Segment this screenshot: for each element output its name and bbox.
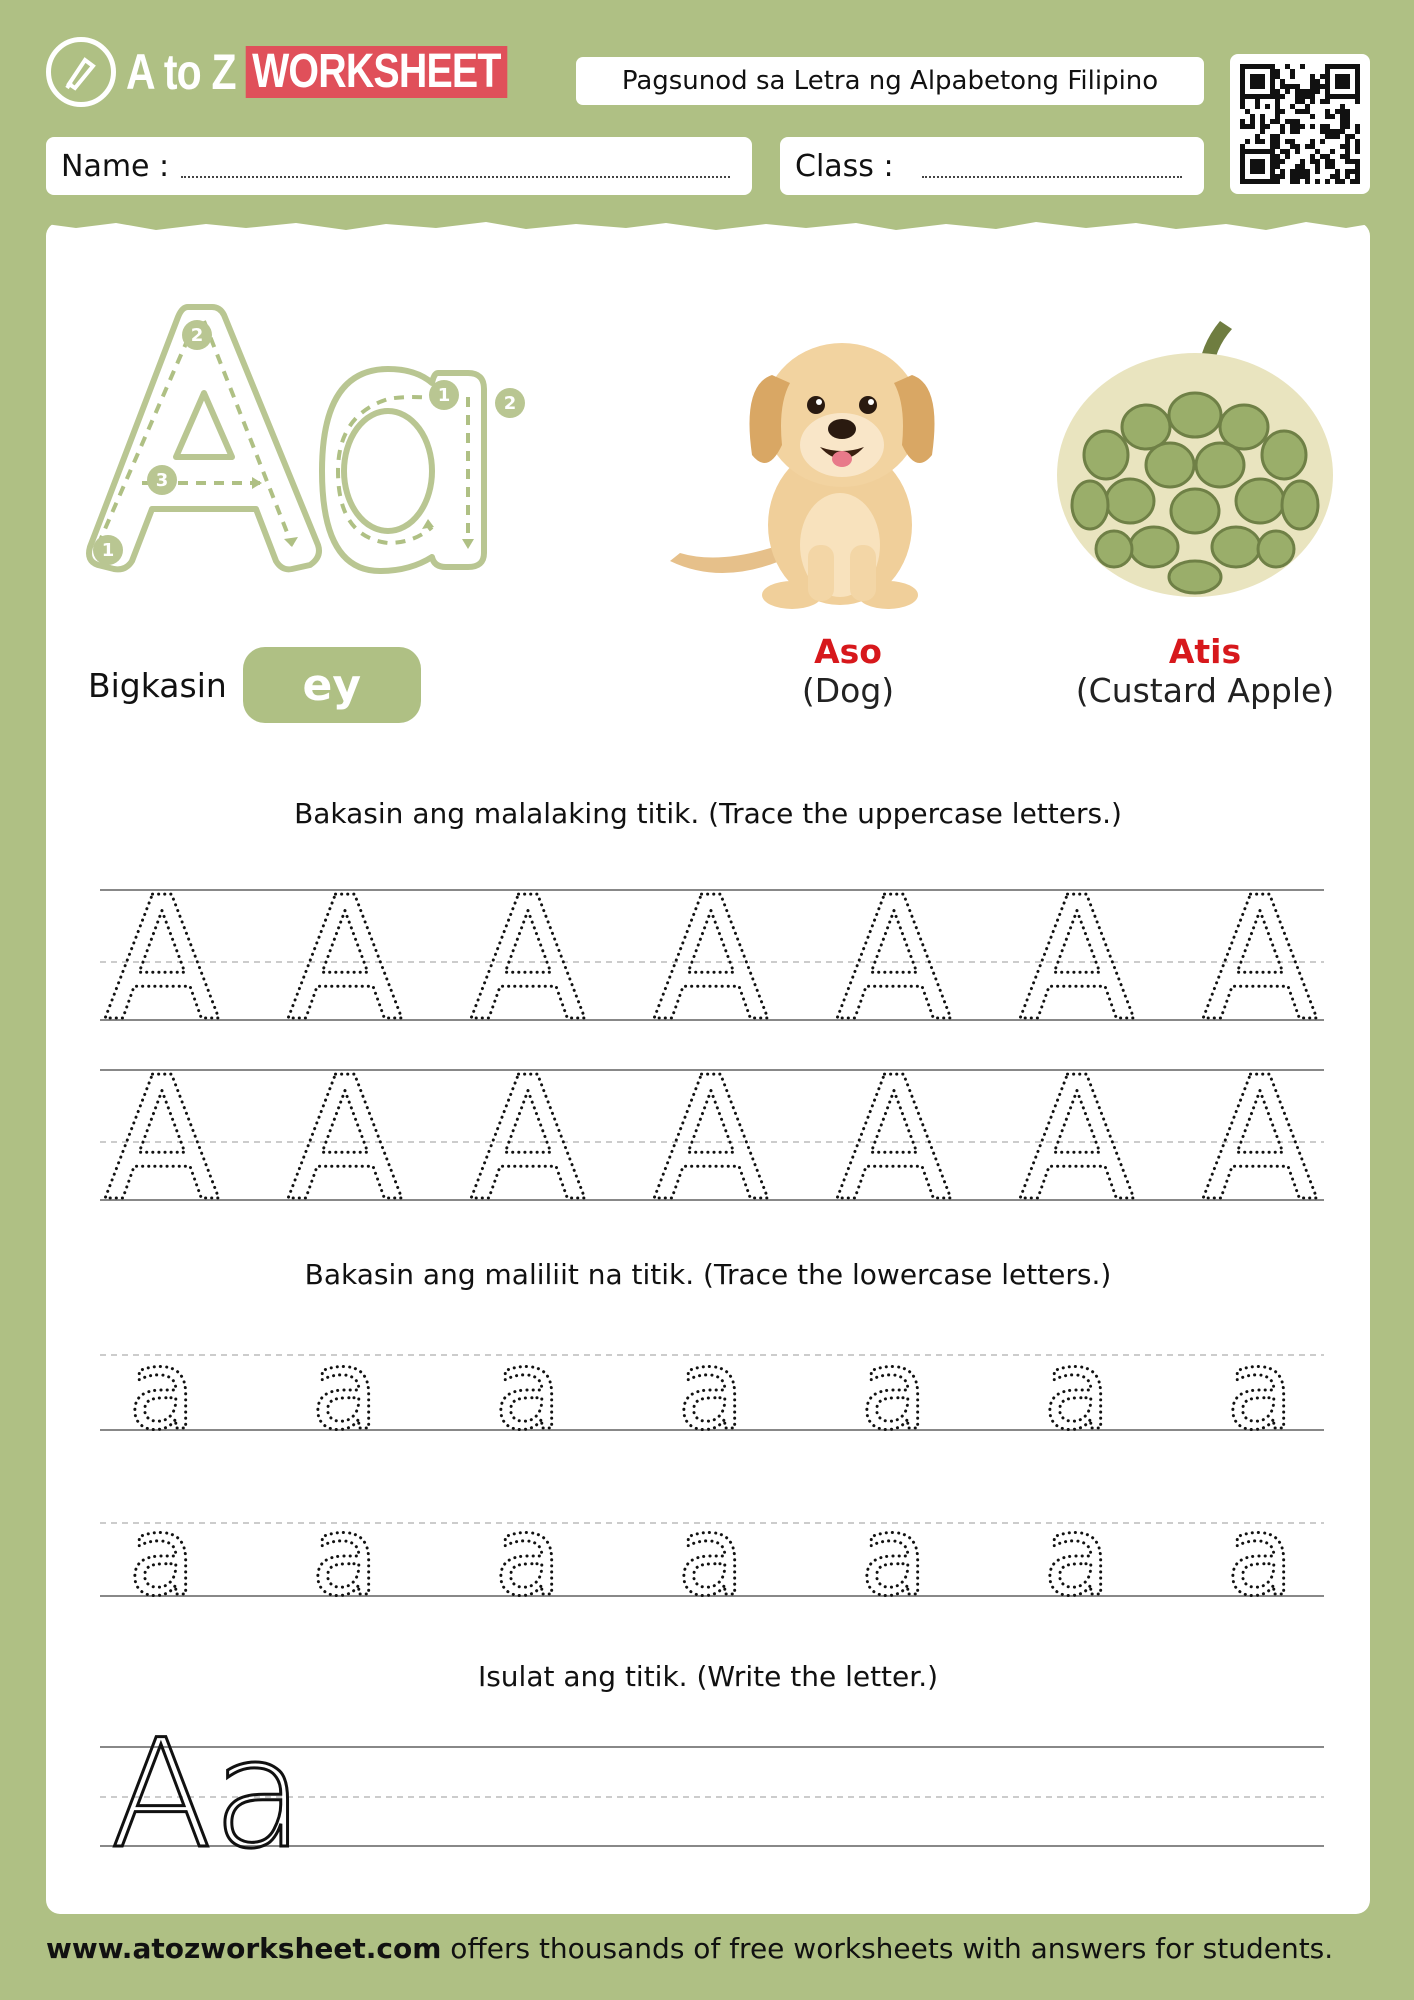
class-label: Class : <box>795 148 894 184</box>
svg-text:2: 2 <box>503 393 517 414</box>
trace-letter[interactable]: a <box>1043 1492 1111 1620</box>
trace-letter[interactable]: a <box>128 1492 196 1620</box>
trace-letter[interactable]: A <box>1201 1041 1319 1239</box>
trace-letter[interactable]: A <box>103 1041 221 1239</box>
trace-letter[interactable]: A <box>103 861 221 1059</box>
trace-letter[interactable]: a <box>860 1326 928 1454</box>
trace-letter[interactable]: a <box>1043 1326 1111 1454</box>
trace-letter[interactable]: a <box>494 1326 562 1454</box>
trace-letter[interactable]: a <box>311 1326 379 1454</box>
trace-letter[interactable]: A <box>469 1041 587 1239</box>
worksheet-title-text: Pagsunod sa Letra ng Alpabetong Filipino <box>621 66 1159 96</box>
logo-badge: WORKSHEET <box>246 46 508 98</box>
translation-dog: (Dog) <box>801 671 895 710</box>
trace-letter[interactable]: a <box>1226 1492 1294 1620</box>
trace-letter[interactable]: A <box>835 861 953 1059</box>
trace-letter[interactable]: A <box>652 861 770 1059</box>
word-atis: Atis <box>1168 632 1242 671</box>
trace-letter[interactable]: a <box>677 1326 745 1454</box>
trace-letter[interactable]: a <box>1226 1326 1294 1454</box>
trace-letter[interactable]: A <box>286 1041 404 1239</box>
trace-letter[interactable]: A <box>286 861 404 1059</box>
trace-letter[interactable]: A <box>1018 861 1136 1059</box>
trace-letter[interactable]: a <box>677 1492 745 1620</box>
svg-text:1: 1 <box>101 540 115 561</box>
trace-letter[interactable]: a <box>311 1492 379 1620</box>
instruction-write: Isulat ang titik. (Write the letter.) <box>477 1660 939 1693</box>
footer-url[interactable]: www.atozworksheet.com <box>46 1932 442 1965</box>
logo-text: A to Z <box>126 44 236 100</box>
pronunciation-value: ey <box>302 659 362 711</box>
footer <box>46 1932 1333 1965</box>
word-aso: Aso <box>814 632 882 671</box>
trace-letter[interactable]: a <box>494 1492 562 1620</box>
trace-letter[interactable]: a <box>128 1326 196 1454</box>
svg-text:2: 2 <box>190 325 204 346</box>
instruction-uppercase: Bakasin ang malalaking titik. (Trace the uppercase letters.) <box>294 797 1122 830</box>
trace-letter[interactable]: A <box>1201 861 1319 1059</box>
instruction-lowercase: Bakasin ang maliliit na titik. (Trace the lowercase letters.) <box>304 1258 1112 1291</box>
svg-text:3: 3 <box>155 470 169 491</box>
name-label: Name : <box>61 148 170 184</box>
write-example: Aa <box>110 1708 305 1882</box>
translation-custard-apple: (Custard Apple) <box>1075 671 1335 710</box>
trace-letter[interactable]: A <box>652 1041 770 1239</box>
pronunciation-label: Bigkasin <box>88 665 227 705</box>
footer-text: offers thousands of free worksheets with answers for students. <box>441 1932 1334 1965</box>
svg-text:1: 1 <box>437 385 451 406</box>
trace-letter[interactable]: A <box>1018 1041 1136 1239</box>
trace-letter[interactable]: A <box>835 1041 953 1239</box>
trace-letter[interactable]: a <box>860 1492 928 1620</box>
trace-letter[interactable]: A <box>469 861 587 1059</box>
